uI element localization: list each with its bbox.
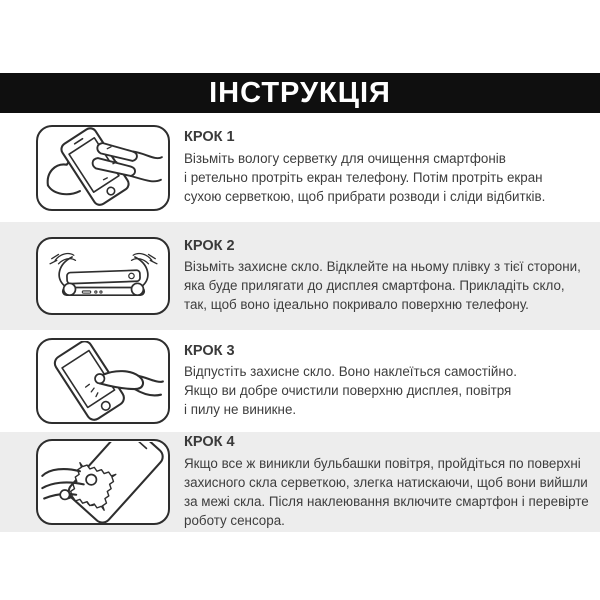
step-text-line: за межі скла. Після наклеювання включите смартфон і перевірте: [184, 493, 589, 509]
finger-press-illustration: [39, 341, 168, 422]
step-text-line: яка буде прилягати до дисплея смартфона. Прикладіть скло,: [184, 278, 565, 294]
step-title: КРОК 3: [184, 342, 235, 359]
step-section-3: [0, 330, 600, 432]
step-text-line: роботу сенсора.: [184, 512, 285, 528]
page-title: ІНСТРУКЦІЯ: [209, 76, 391, 109]
phone-cleaning-illustration: [39, 127, 168, 208]
step2-illustration-frame: [36, 237, 170, 315]
step1-content: [184, 129, 584, 206]
bubble-smoothing-illustration: [39, 442, 168, 523]
step-title: КРОК 4: [184, 434, 235, 451]
step-text-line: Візьміть захисне скло. Відклейте на ньому плівку з тієї сторони,: [184, 259, 581, 275]
step-text-line: Якщо ви добре очистили поверхню дисплея, повітря: [184, 383, 512, 399]
step4-illustration-frame: [36, 439, 170, 525]
step4-content: [184, 434, 589, 530]
step-section-1: [0, 113, 600, 222]
step-text-line: так, щоб воно ідеально покривало поверхню телефону.: [184, 297, 529, 313]
step-section-4: [0, 432, 600, 532]
step-section-2: [0, 222, 600, 330]
steps-list: [0, 113, 600, 532]
step-text-line: сухою серветкою, щоб прибрати розводи і сліди відбитків.: [184, 188, 546, 204]
step-text-line: і пилу не виникне.: [184, 402, 297, 418]
step3-content: [184, 343, 584, 420]
step-text-line: Якщо все ж виникли бульбашки повітря, пройдіться по поверхні: [184, 455, 581, 471]
step-text-line: і ретельно протріть екран телефону. Потім протріть екран: [184, 169, 543, 185]
step-title: КРОК 1: [184, 129, 235, 146]
step1-illustration-frame: [36, 125, 170, 211]
step3-illustration-frame: [36, 338, 170, 424]
step-title: КРОК 2: [184, 237, 235, 254]
step-text-line: захисного скла серветкою, злегка натискаючи, щоб вони вийшли: [184, 474, 588, 490]
step2-content: [184, 238, 584, 315]
step-text-line: Візьміть вологу серветку для очищення смартфонів: [184, 150, 506, 166]
glass-alignment-illustration: [39, 240, 168, 313]
step-text-line: Відпустіть захисне скло. Воно наклеїться самостійно.: [184, 364, 517, 380]
header-banner: [0, 73, 600, 113]
